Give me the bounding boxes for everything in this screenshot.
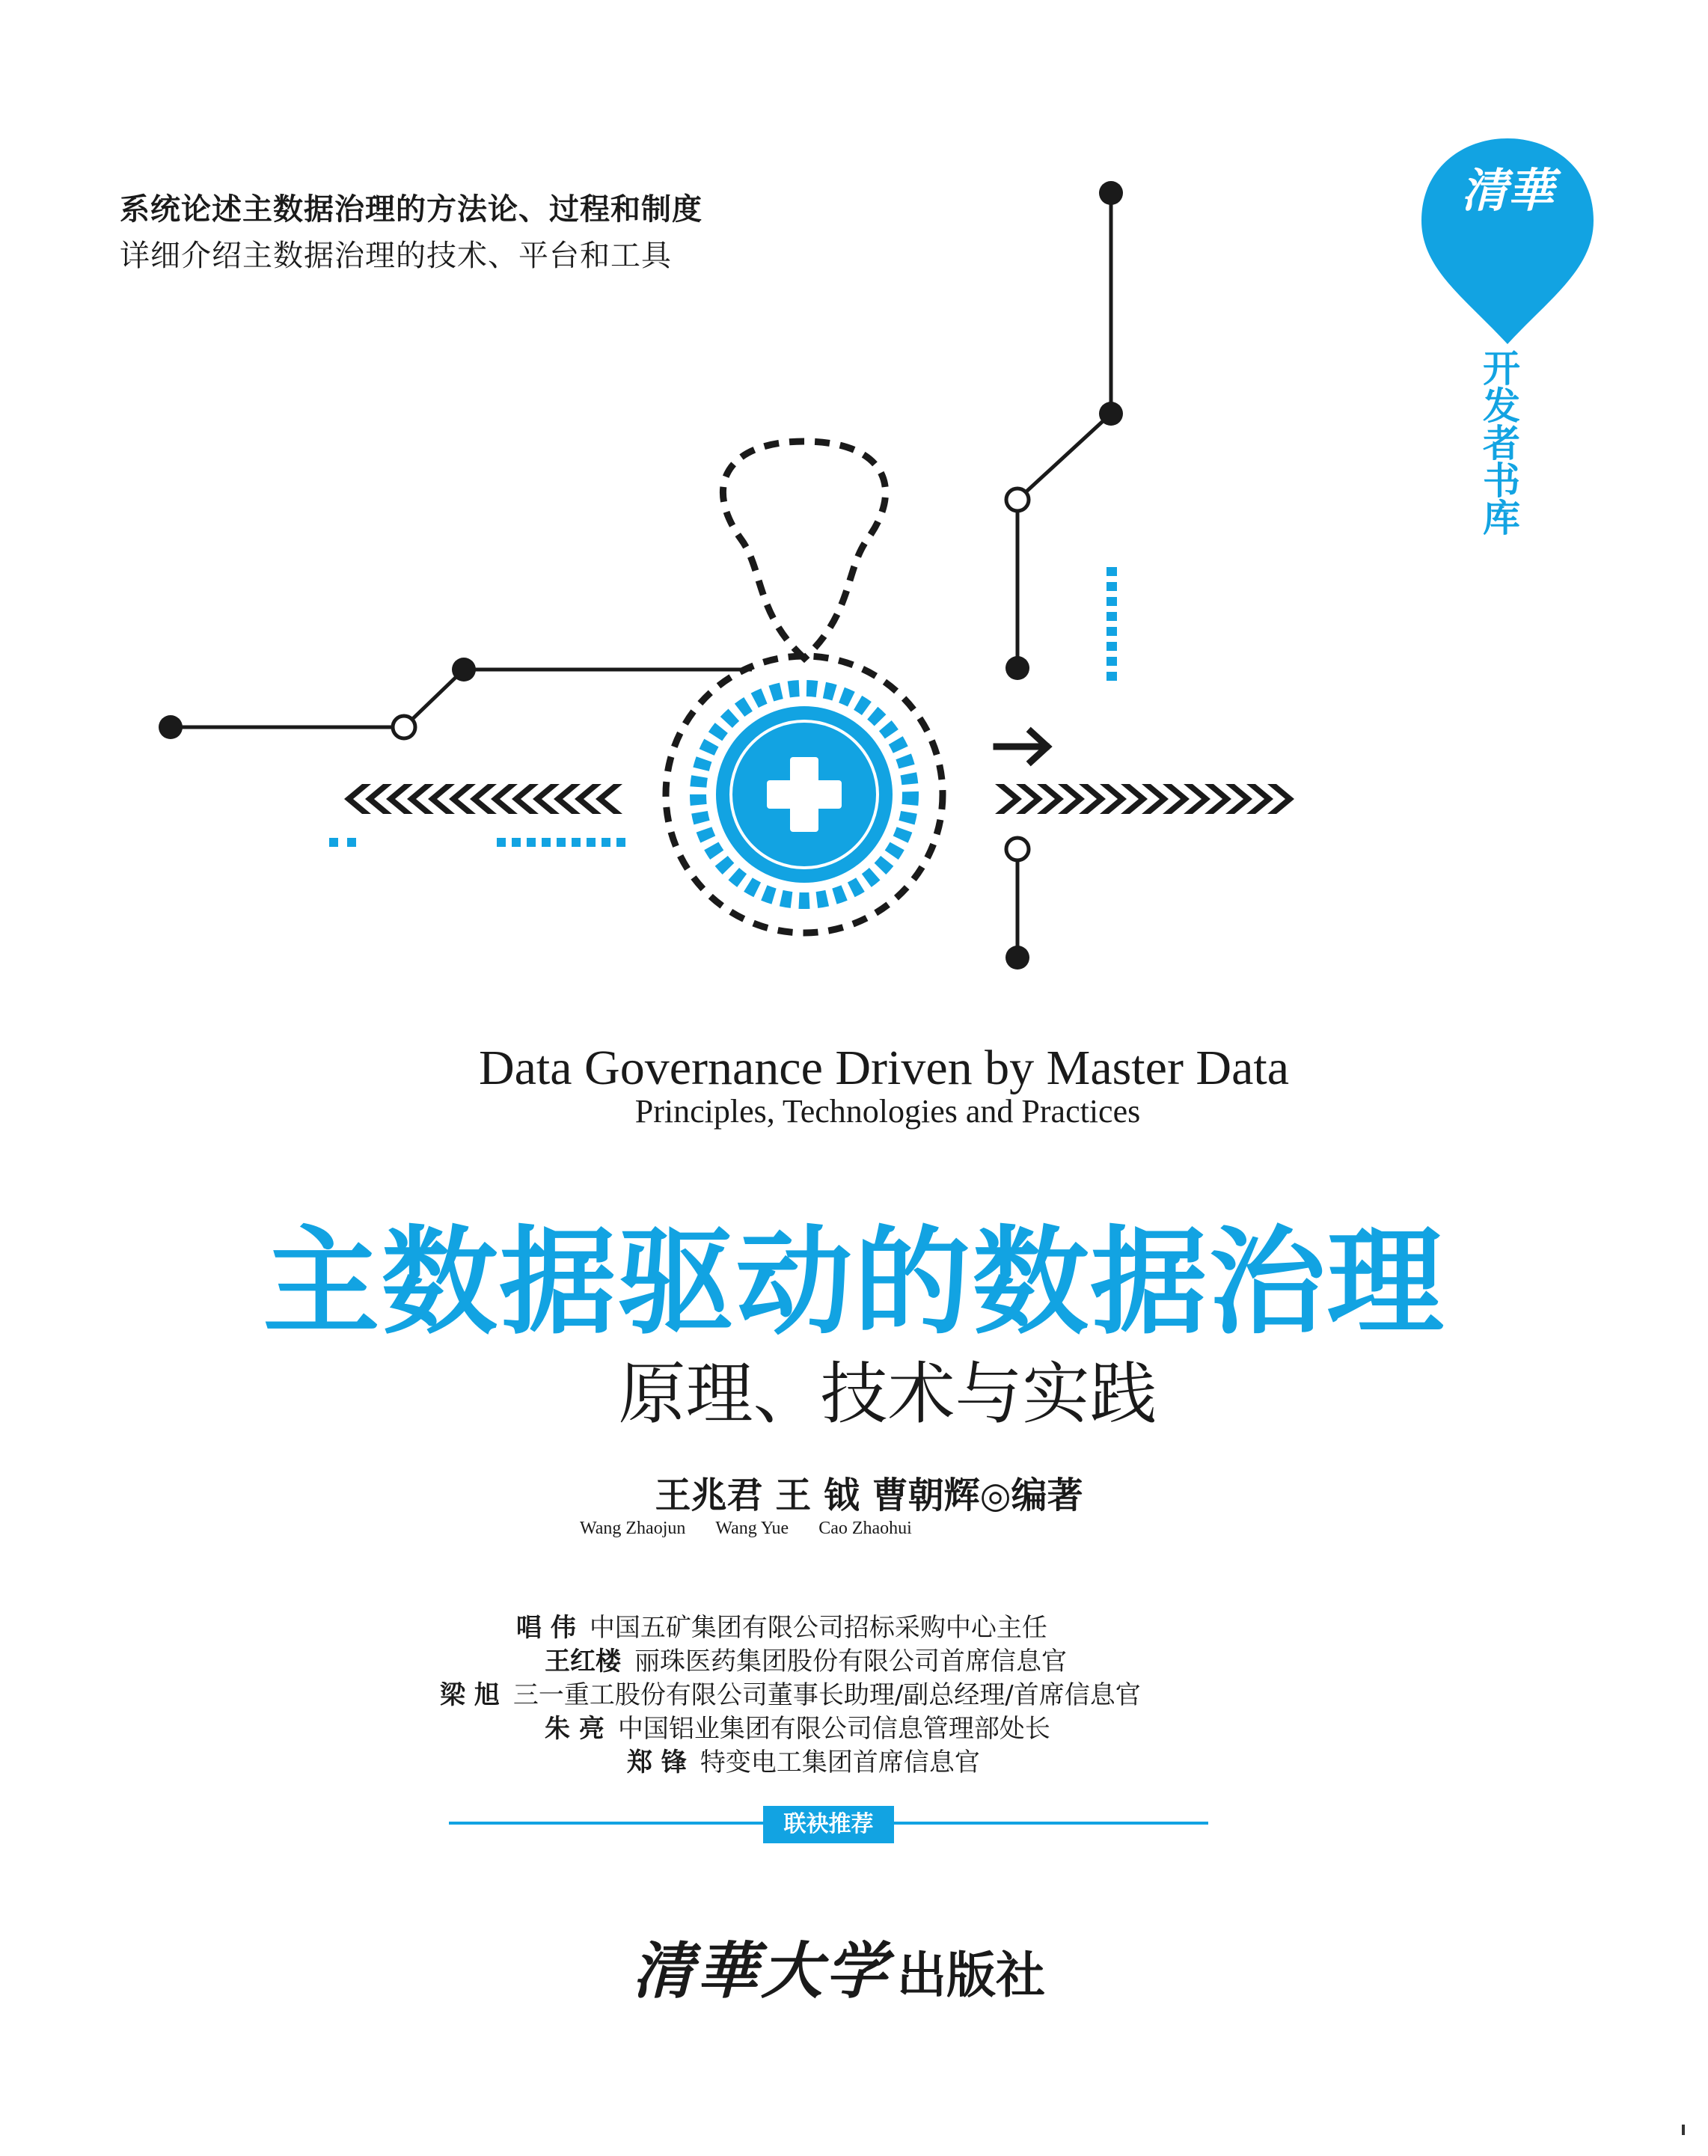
recommender-title: 中国五矿集团有限公司招标采购中心主任 [589, 1613, 1047, 1643]
series-name: 开发者书库 [1483, 347, 1520, 540]
recommender-name: 郑 锋 [627, 1748, 687, 1777]
publisher-name: 出版社 [897, 1946, 1045, 2004]
author-en-3: Cao Zhaohui [818, 1519, 912, 1538]
title-cn: 主数据驱动的数据治理 [263, 1214, 1445, 1350]
tagline-1: 系统论述主数据治理的方法论、过程和制度 [120, 192, 703, 227]
recommender-name: 梁 旭 [440, 1680, 500, 1710]
authors-cn: 王兆君 王 钺 曹朝辉◎编著 [655, 1474, 1083, 1516]
recommender-title: 中国铝业集团有限公司信息管理部处长 [617, 1714, 1050, 1744]
recommend-label: 联袂推荐 [763, 1806, 894, 1843]
authors-en [580, 1519, 937, 1539]
subtitle-en: Principles, Technologies and Practices [634, 1093, 1141, 1130]
circuit-nodes [159, 181, 1123, 970]
recommender-1 [516, 1607, 1047, 1644]
author-en-1: Wang Zhaojun [580, 1519, 686, 1538]
series-logo: 清華 [1460, 163, 1554, 218]
right-chevrons-icon [995, 784, 1294, 814]
subtitle-cn: 原理、技术与实践 [618, 1355, 1157, 1433]
recommender-title: 三一重工股份有限公司董事长助理/副总经理/首席信息官 [512, 1680, 1141, 1710]
recommender-4 [545, 1708, 1050, 1745]
tagline-2: 详细介绍主数据治理的技术、平台和工具 [120, 239, 672, 273]
recommender-title: 特变电工集团首席信息官 [700, 1748, 980, 1777]
recommender-name: 王红楼 [545, 1647, 621, 1676]
recommender-name: 朱 亮 [545, 1714, 604, 1744]
publisher [632, 1923, 1045, 2010]
left-chevrons-icon [344, 784, 622, 814]
recommender-3 [440, 1674, 1141, 1711]
recommender-name: 唱 伟 [516, 1613, 576, 1643]
publisher-logo: 清華大学 [632, 1935, 890, 2007]
author-en-2: Wang Yue [715, 1519, 789, 1538]
dashed-outline [723, 441, 885, 658]
recommender-5 [627, 1742, 980, 1778]
recommender-2 [545, 1641, 1067, 1677]
recommender-title: 丽珠医药集团股份有限公司首席信息官 [634, 1647, 1067, 1676]
arrow-right-icon [997, 732, 1047, 762]
corner-mark [1682, 2125, 1685, 2135]
title-en: Data Governance Driven by Master Data [478, 1041, 1290, 1095]
